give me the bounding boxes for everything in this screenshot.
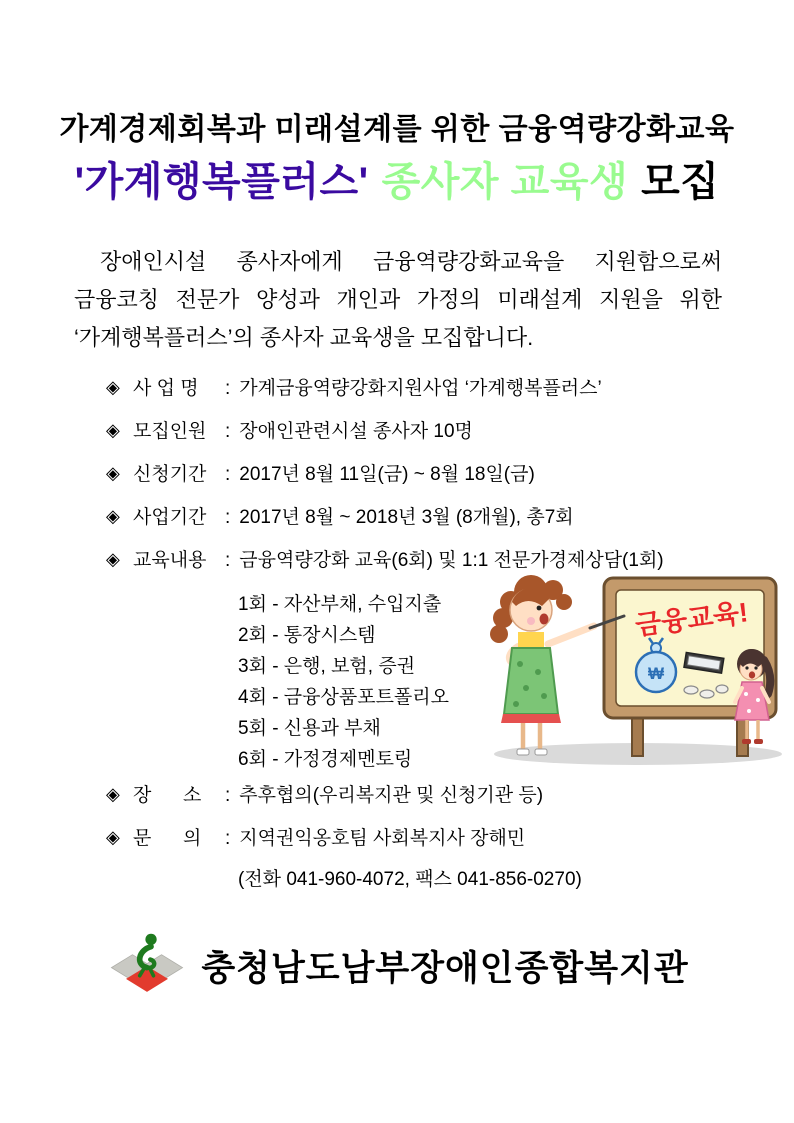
detail-colon: : — [225, 828, 231, 849]
detail-label: 교육내용 — [133, 550, 207, 571]
illustration-svg — [486, 560, 790, 770]
title-program-name: '가계행복플러스' — [74, 160, 369, 204]
detail-label: 장 소 — [133, 785, 202, 806]
detail-label: 신청기간 — [133, 464, 207, 485]
footer — [0, 926, 794, 1006]
detail-label: 문 의 — [133, 828, 202, 849]
detail-label: 모집인원 — [133, 421, 207, 442]
diamond-bullet-icon: ◈ — [106, 463, 120, 483]
session-item: 3회 - 은행, 보험, 증권 — [238, 656, 416, 677]
financial-education-illustration — [486, 560, 790, 770]
contact-phone-line: (전화 041-960-4072, 팩스 041-856-0270) — [238, 869, 582, 890]
detail-colon: : — [225, 507, 231, 528]
detail-row-location — [106, 781, 766, 809]
detail-row-recruit-count — [106, 417, 766, 445]
title-recruit-word: 모집 — [641, 160, 720, 204]
diamond-bullet-icon: ◈ — [106, 827, 120, 847]
session-item: 2회 - 통장시스템 — [238, 625, 376, 646]
detail-value: 추후협의(우리복지관 및 신청기관 등) — [239, 785, 544, 806]
diamond-bullet-icon: ◈ — [106, 549, 120, 569]
detail-colon: : — [225, 785, 231, 806]
diamond-bullet-icon: ◈ — [106, 506, 120, 526]
detail-value: 2017년 8월 11일(금) ~ 8월 18일(금) — [239, 464, 535, 485]
org-logo — [105, 926, 189, 1006]
board-text: 금융교육! — [633, 597, 750, 641]
session-item: 1회 - 자산부채, 수입지출 — [238, 594, 442, 615]
title-audience: 종사자 교육생 — [381, 160, 629, 204]
detail-value: 2017년 8월 ~ 2018년 3월 (8개월), 총7회 — [239, 507, 574, 528]
session-item: 4회 - 금융상품포트폴리오 — [238, 687, 449, 708]
main-title-line2 — [0, 150, 794, 207]
diamond-bullet-icon: ◈ — [106, 784, 120, 804]
detail-value: 가계금융역량강화지원사업 ‘가계행복플러스’ — [239, 378, 602, 399]
detail-label: 사 업 명 — [133, 378, 199, 399]
diamond-bullet-icon: ◈ — [106, 377, 120, 397]
won-symbol: ₩ — [647, 664, 665, 683]
detail-value: 장애인관련시설 종사자 10명 — [239, 421, 473, 442]
detail-colon: : — [225, 421, 231, 442]
detail-row-project-period — [106, 503, 766, 531]
session-item: 6회 - 가정경제멘토링 — [238, 749, 413, 770]
detail-value: 금융역량강화 교육(6회) 및 1:1 전문가경제상담(1회) — [239, 550, 664, 571]
diamond-bullet-icon: ◈ — [106, 420, 120, 440]
detail-value: 지역권익옹호팀 사회복지사 장해민 — [239, 828, 526, 849]
detail-colon: : — [225, 378, 231, 399]
detail-row-contact — [106, 824, 766, 852]
detail-row-program-name — [106, 374, 766, 402]
intro-paragraph: 장애인시설 종사자에게 금융역량강화교육을 지원함으로써 금융코칭 전문가 양성과 개인과 가정의 미래설계 지원을 위한 ‘가계행복플러스’의 종사자 교육생을 모집합니다. — [74, 249, 722, 350]
detail-label: 사업기간 — [133, 507, 207, 528]
org-name: 충청남도남부장애인종합복지관 — [201, 949, 689, 988]
main-title-line1: 가계경제회복과 미래설계를 위한 금융역량강화교육 — [59, 113, 735, 146]
detail-colon: : — [225, 464, 231, 485]
detail-colon: : — [225, 550, 231, 571]
session-item: 5회 - 신용과 부채 — [238, 718, 381, 739]
detail-row-apply-period — [106, 460, 766, 488]
